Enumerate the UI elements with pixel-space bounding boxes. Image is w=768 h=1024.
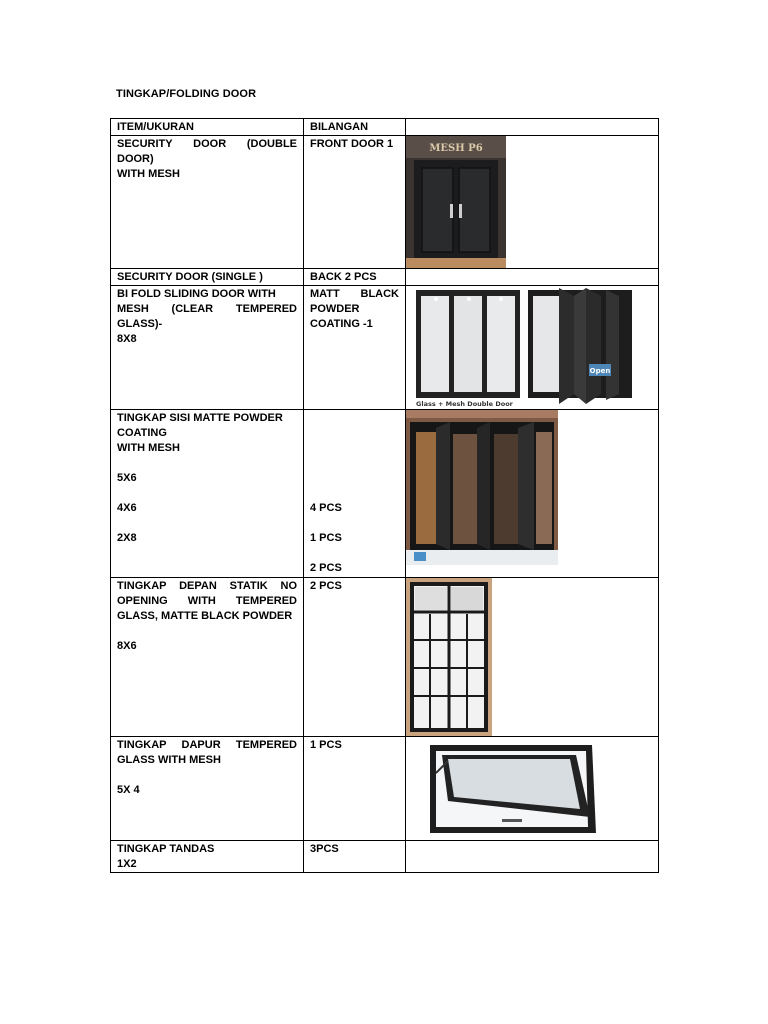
quantity-text [310,546,399,561]
quantity-text: 1 PCS [310,532,342,544]
item-text: 5X 4 [117,784,140,796]
quantity-text [310,516,399,531]
item-cell [111,286,304,410]
table-row [111,841,659,873]
item-text [117,486,297,501]
item-cell [111,737,304,841]
quantity-text [310,441,399,456]
side-casement-window-photo [406,410,558,565]
table-row [111,136,659,269]
item-text: BI FOLD SLIDING DOOR WITH [117,288,276,300]
quantity-text: MATT BLACK [310,288,399,300]
item-text [117,624,297,639]
quantity-cell [304,410,406,578]
item-text: 2X8 [117,532,137,544]
header-image [406,119,659,136]
table-row [111,286,659,410]
item-text: MESH (CLEAR TEMPERED GLASS)- [117,303,297,330]
quantity-cell [304,269,406,286]
quantity-text: 4 PCS [310,502,342,514]
item-text: COATING [117,427,167,439]
item-text: 8X8 [117,333,137,345]
image-cell [406,410,659,578]
item-text: WITH MESH [117,442,180,454]
quantity-text: 2 PCS [310,580,342,592]
item-text: 5X6 [117,472,137,484]
table-row [111,269,659,286]
item-text: SECURITY DOOR (SINGLE ) [117,271,263,283]
item-text: TINGKAP SISI MATTE POWDER [117,412,283,424]
item-text [117,456,297,471]
quantity-text: 3PCS [310,843,339,855]
item-text: TINGKAP TANDAS [117,843,215,855]
quantity-text: 1 PCS [310,739,342,751]
item-text: GLASS, MATTE BLACK POWDER [117,610,293,622]
header-quantity: BILANGAN [304,119,406,136]
table-row [111,578,659,737]
quantity-text: BACK 2 PCS [310,271,377,283]
quantity-cell [304,578,406,737]
quantity-text [310,456,399,471]
quantity-cell [304,841,406,873]
item-text: 4X6 [117,502,137,514]
item-text: SECURITY DOOR (DOUBLE DOOR) [117,138,297,165]
door-sign-label: MESH P6 [429,143,483,154]
image-cell [406,269,659,286]
item-cell [111,578,304,737]
quantity-text [310,411,399,426]
quantity-text: COATING -1 [310,318,373,330]
item-text: TINGKAP DAPUR TEMPERED [117,739,297,751]
item-text [117,768,297,783]
image-cell [406,737,659,841]
item-text: 1X2 [117,858,137,870]
awning-kitchen-window-photo [406,737,606,840]
table-row [111,737,659,841]
bifold-door-photo [406,286,641,409]
item-text: GLASS WITH MESH [117,754,221,766]
quantity-text: POWDER [310,303,360,315]
quotation-table [110,118,659,873]
document-title: TINGKAP/FOLDING DOOR [116,88,257,100]
quantity-text: 2 PCS [310,562,342,574]
image-cell [406,136,659,269]
image-cell [406,841,659,873]
quantity-text [310,486,399,501]
item-cell [111,410,304,578]
quantity-text [310,471,399,486]
item-text [117,516,297,531]
header-item-size: ITEM/UKURAN [111,119,304,136]
image-cell [406,286,659,410]
item-text: TINGKAP DEPAN STATIK NO [117,580,297,592]
item-cell [111,841,304,873]
item-cell [111,136,304,269]
item-text: OPENING WITH TEMPERED [117,595,297,607]
fixed-front-window-photo [406,578,492,736]
quantity-cell [304,286,406,410]
quantity-cell [304,136,406,269]
item-text: 8X6 [117,640,137,652]
item-cell [111,269,304,286]
table-row [111,410,659,578]
item-text: WITH MESH [117,168,180,180]
double-security-door-photo [406,136,506,268]
image-cell [406,578,659,737]
quantity-cell [304,737,406,841]
quantity-text: FRONT DOOR 1 [310,138,394,150]
open-tag: Open [589,367,611,375]
photo-caption: Glass + Mesh Double Door [416,400,513,408]
quantity-text [310,426,399,441]
table-header-row [111,119,659,136]
